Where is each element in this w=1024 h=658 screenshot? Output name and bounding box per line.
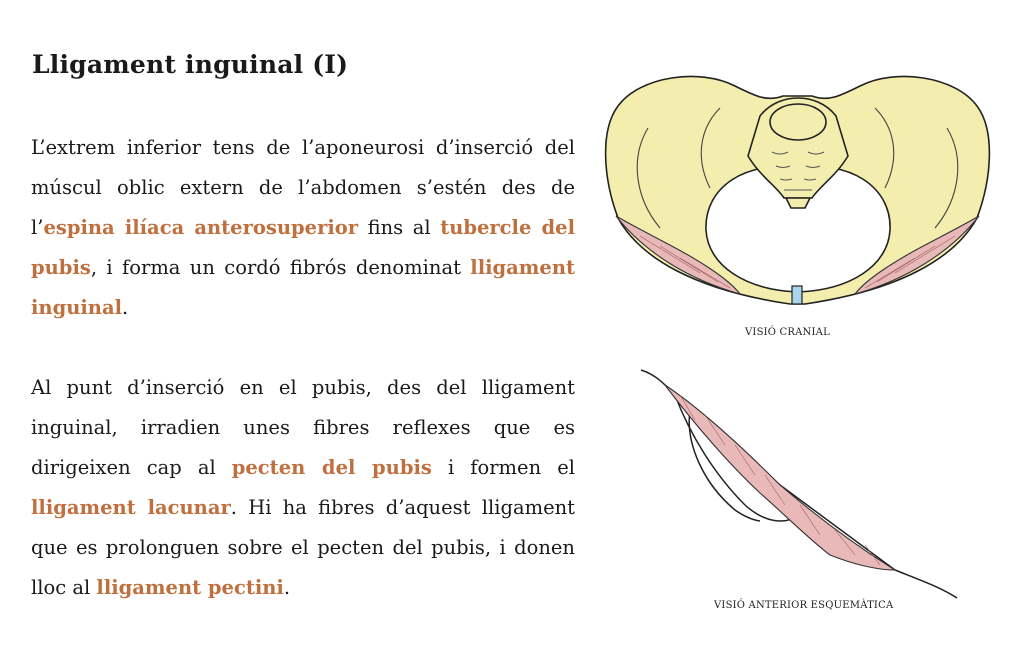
ligament-schematic-illustration — [635, 365, 965, 600]
term-lligament-inguinal[interactable]: lligament inguinal — [31, 256, 575, 319]
paragraph-lligament-lacunar — [31, 368, 575, 608]
term-tubercle-pubis[interactable]: tubercle del pubis — [31, 216, 575, 279]
term-espina-iliaca[interactable]: espina ilíaca anterosuperior — [43, 216, 359, 239]
coccyx — [786, 198, 810, 208]
text: , i forma un cordó fibrós denominat — [90, 256, 471, 279]
page-title: Lligament inguinal (I) — [32, 50, 349, 79]
term-lligament-lacunar[interactable]: lligament lacunar — [31, 496, 231, 519]
caption-cranial: VISIÓ CRANIAL — [745, 327, 830, 338]
text: L’extrem inferior tens de l’aponeurosi d’inserció del múscul oblic extern de l’abdomen s’estén des de l’ — [31, 136, 575, 239]
text: . Hi ha fibres d’aquest lligament que es prolonguen sobre el pecten del pubis, i donen lloc al — [31, 496, 576, 599]
term-pecten-pubis[interactable]: pecten del pubis — [231, 456, 432, 479]
text: . — [122, 296, 129, 319]
pelvis-cranial-illustration — [600, 68, 995, 313]
text: Al punt d’inserció en el pubis, des del lligament inguinal, irradien unes fibres reflexes que es dirigeixen cap al — [31, 376, 575, 479]
text: i formen el — [431, 456, 575, 479]
text: . — [283, 576, 291, 599]
term-lligament-pectini[interactable]: lligament pectini — [96, 576, 284, 599]
caption-anterior: VISIÓ ANTERIOR ESQUEMÀTICA — [714, 600, 894, 611]
text: fins al — [358, 216, 441, 239]
pubic-symphysis — [792, 286, 802, 304]
paragraph-ligament-inguinal — [31, 128, 575, 328]
vertebral-body — [770, 104, 826, 140]
ligament-fibers — [665, 385, 895, 570]
